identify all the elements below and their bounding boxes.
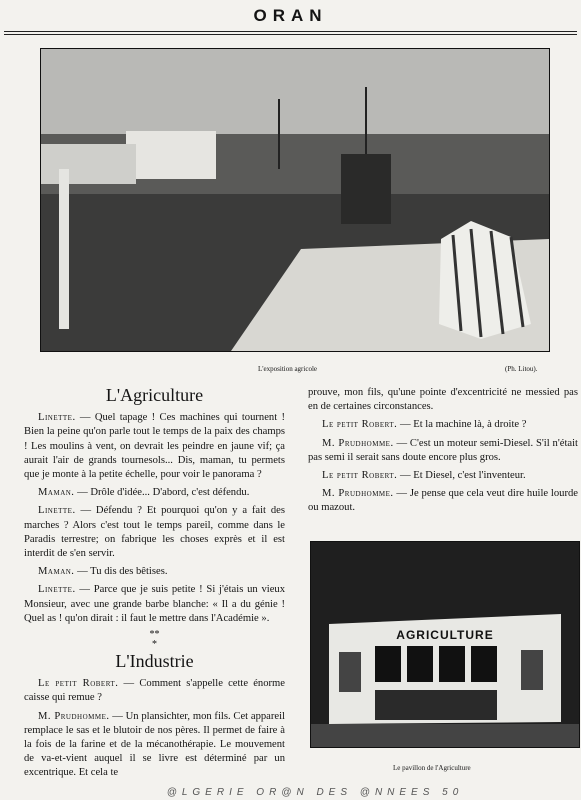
section-separator: ** * — [149, 629, 160, 651]
speaker-name: Linette. — [38, 505, 76, 517]
speaker-name: Maman. — [38, 566, 75, 578]
dialogue-paragraph — [24, 565, 285, 579]
speaker-name: Le petit Robert. — [38, 678, 119, 690]
speaker-name: Le petit Robert. — [322, 419, 398, 431]
header-rule-bottom — [4, 34, 577, 35]
dialogue-paragraph — [308, 386, 578, 414]
dialogue-paragraph — [308, 437, 578, 465]
speaker-name: Le petit Robert. — [322, 470, 398, 482]
pavilion-sign: AGRICULTURE — [396, 628, 494, 642]
dialogue-paragraph — [24, 504, 285, 561]
right-column-paragraphs — [308, 386, 578, 516]
dialogue-text: — Je pense que cela veut dire huile lourde ou mazout. — [308, 488, 578, 514]
speaker-name: Maman. — [38, 487, 75, 499]
speaker-name: M. Prudhomme. — [322, 488, 394, 500]
header-rule-top — [4, 31, 577, 32]
speaker-name: Linette. — [38, 412, 76, 424]
photo-top-credit: (Ph. Litou). — [505, 365, 538, 373]
industrie-paragraphs — [24, 677, 285, 780]
pavilion-illustration — [311, 542, 579, 747]
masthead: ORAN — [253, 6, 328, 25]
speaker-name: M. Prudhomme. — [322, 437, 394, 449]
dialogue-paragraph — [308, 469, 578, 483]
footer-watermark: @LGERIE OR@N DES @NNEES 50 — [166, 787, 464, 798]
photo-agricultural-exhibition — [40, 48, 550, 352]
photo-agriculture-pavilion — [310, 541, 580, 748]
dialogue-paragraph — [24, 677, 285, 705]
photo-bottom-caption: Le pavillon de l'Agriculture — [393, 764, 471, 772]
dialogue-text: — Comment s'appelle cette énorme caisse qui remue ? — [24, 678, 285, 704]
exhibition-illustration — [41, 49, 549, 351]
dialogue-text: — Et la machine là, à droite ? — [397, 419, 527, 431]
dialogue-paragraph — [24, 411, 285, 482]
photo-top-caption: L'exposition agricole — [258, 365, 317, 373]
dialogue-text: — Drôle d'idée... D'abord, c'est défendu. — [74, 487, 250, 499]
dialogue-text: — Et Diesel, c'est l'inventeur. — [397, 470, 526, 482]
left-column — [24, 385, 285, 785]
right-column — [308, 386, 578, 520]
dialogue-paragraph — [24, 486, 285, 500]
dialogue-text: — Quel tapage ! Ces machines qui tournent ! Bien la peine qu'on parle tout le temps de la paix des champs ! Les moulins à vent, on devrait les peindre en jaune vif; ça aurait l'air de grands tournesols... Dis, maman, tu permets que je monte à la petite échelle, pour voir le panorama ? — [24, 412, 285, 481]
dialogue-text: — Parce que je suis petite ! Si j'étais un vieux Monsieur, avec une grande barbe blanche: « Il a du génie ! Quel as ! qu'on dirait : il faut le mettre dans l'Académie ». — [24, 584, 285, 624]
dialogue-text: prouve, mon fils, qu'une pointe d'excentricité ne messied pas en de certaines circonstances. — [308, 387, 578, 413]
dialogue-text: — Défendu ? Et pourquoi qu'on y a fait des marches ? Alors c'est tout le temps pareil, comme dans le Paradis terrestre; on fabrique les choses exprès et il est interdit de s'en servir. — [24, 505, 285, 560]
section-title-industrie: L'Industrie — [115, 651, 194, 672]
dialogue-text: — C'est un moteur semi-Diesel. S'il n'était pas semi il serait sans doute encore plus gros. — [308, 437, 578, 463]
dialogue-paragraph — [308, 418, 578, 432]
section-title-agriculture: L'Agriculture — [105, 385, 204, 405]
dialogue-paragraph — [308, 487, 578, 515]
agriculture-paragraphs — [24, 411, 285, 626]
speaker-name: Linette. — [38, 584, 76, 596]
dialogue-text: — Un plansichter, mon fils. Cet appareil remplace le sas et le blutoir de nos pères. Il permet de faire à la fois de la farine et de la mécanothérapie. Le mouvement de va-et-vient auquel il se livre est déterminé par un excentrique. Et cela te — [24, 710, 285, 779]
dialogue-paragraph — [24, 583, 285, 626]
dialogue-paragraph — [24, 710, 285, 781]
speaker-name: M. Prudhomme. — [38, 710, 110, 722]
dialogue-text: — Tu dis des bêtises. — [74, 566, 168, 578]
